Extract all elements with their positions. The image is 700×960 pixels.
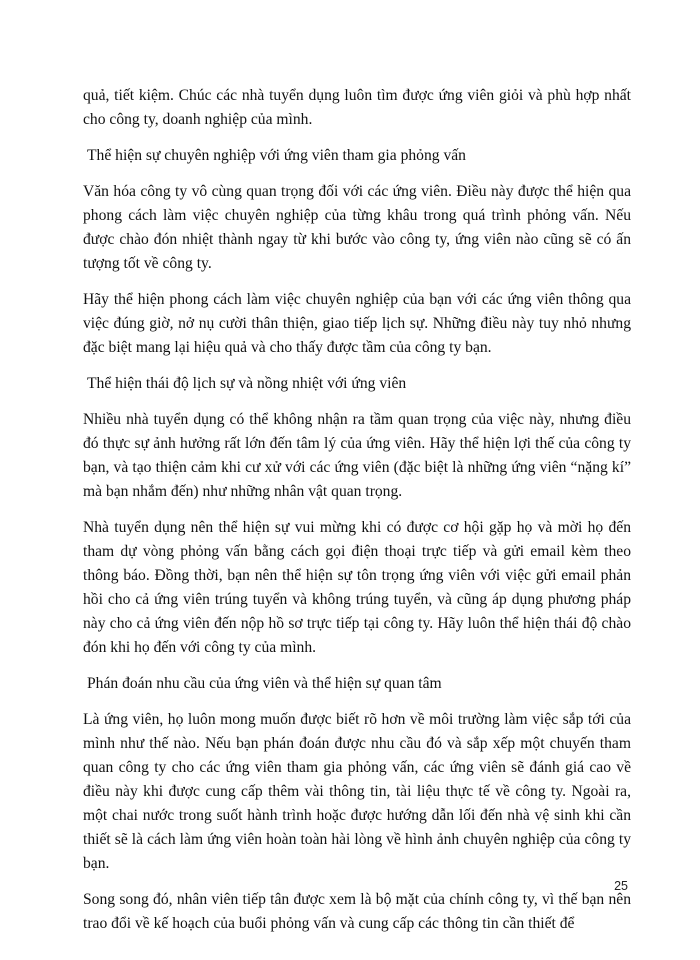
paragraph-welcome-candidates: Nhà tuyển dụng nên thể hiện sự vui mừng khi có được cơ hội gặp họ và mời họ đến tham dự vòng phỏng vấn bằng cách gọi điện thoại trực tiếp và gửi email kèm theo thông báo. Đồng thời, bạn nên thể hiện sự tôn trọng ứng viên với việc gửi email phản hồi cho cả ứng viên trúng tuyển và không trúng tuyển, và cũng áp dụng phương pháp này cho cả ứng viên đến nộp hồ sơ trực tiếp tại công ty. Hãy luôn thể hiện thái độ chào đón khi họ đến với công ty của mình. [83,519,631,656]
paragraph-company-culture: Văn hóa công ty vô cùng quan trọng đối với các ứng viên. Điều này được thể hiện qua phong cách làm việc chuyên nghiệp của từng khâu trong quá trình phỏng vấn. Nếu được chào đón nhiệt thành ngay từ khi bước vào công ty, ứng viên nào cũng sẽ có ấn tượng tốt về công ty. [83,183,631,272]
section-heading-anticipate-needs: Phán đoán nhu cầu của ứng viên và thể hiện sự quan tâm [87,675,442,692]
paragraph-professional-style: Hãy thể hiện phong cách làm việc chuyên nghiệp của bạn với các ứng viên thông qua việc đúng giờ, nở nụ cười thân thiện, giao tiếp lịch sự. Những điều này tuy nhỏ nhưng đặc biệt mang lại hiệu quả và cho thấy được tầm của công ty bạn. [83,291,631,356]
section-heading-professionalism: Thể hiện sự chuyên nghiệp với ứng viên tham gia phỏng vấn [87,147,466,164]
page-body [83,84,631,948]
page-number: 25 [614,879,628,893]
paragraph-intro-closing: quả, tiết kiệm. Chúc các nhà tuyển dụng luôn tìm được ứng viên giỏi và phù hợp nhất cho công ty, doanh nghiệp của mình. [83,87,631,128]
paragraph-importance: Nhiều nhà tuyển dụng có thể không nhận ra tầm quan trọng của việc này, nhưng điều đó thực sự ảnh hưởng rất lớn đến tâm lý của ứng viên. Hãy thể hiện lợi thế của công ty bạn, và tạo thiện cảm khi cư xử với các ứng viên (đặc biệt là những ứng viên “nặng kí” mà bạn nhắm đến) như những nhân vật quan trọng. [83,411,631,500]
paragraph-receptionist: Song song đó, nhân viên tiếp tân được xem là bộ mặt của chính công ty, vì thế bạn nên trao đổi về kế hoạch của buổi phỏng vấn và cung cấp các thông tin cần thiết để [83,891,631,932]
paragraph-company-tour: Là ứng viên, họ luôn mong muốn được biết rõ hơn về môi trường làm việc sắp tới của mình như thế nào. Nếu bạn phán đoán được nhu cầu đó và sắp xếp một chuyến tham quan công ty cho các ứng viên tham gia phỏng vấn, các ứng viên sẽ đánh giá cao về điều này khi được cung cấp thêm vài thông tin, tài liệu thực tế về công ty. Ngoài ra, một chai nước trong suốt hành trình hoặc được hướng dẫn lối đến nhà vệ sinh khi cần thiết sẽ là cách làm ứng viên hoàn toàn hài lòng về hình ảnh chuyên nghiệp của công ty bạn. [83,711,631,872]
section-heading-courtesy: Thể hiện thái độ lịch sự và nồng nhiệt với ứng viên [87,375,407,392]
